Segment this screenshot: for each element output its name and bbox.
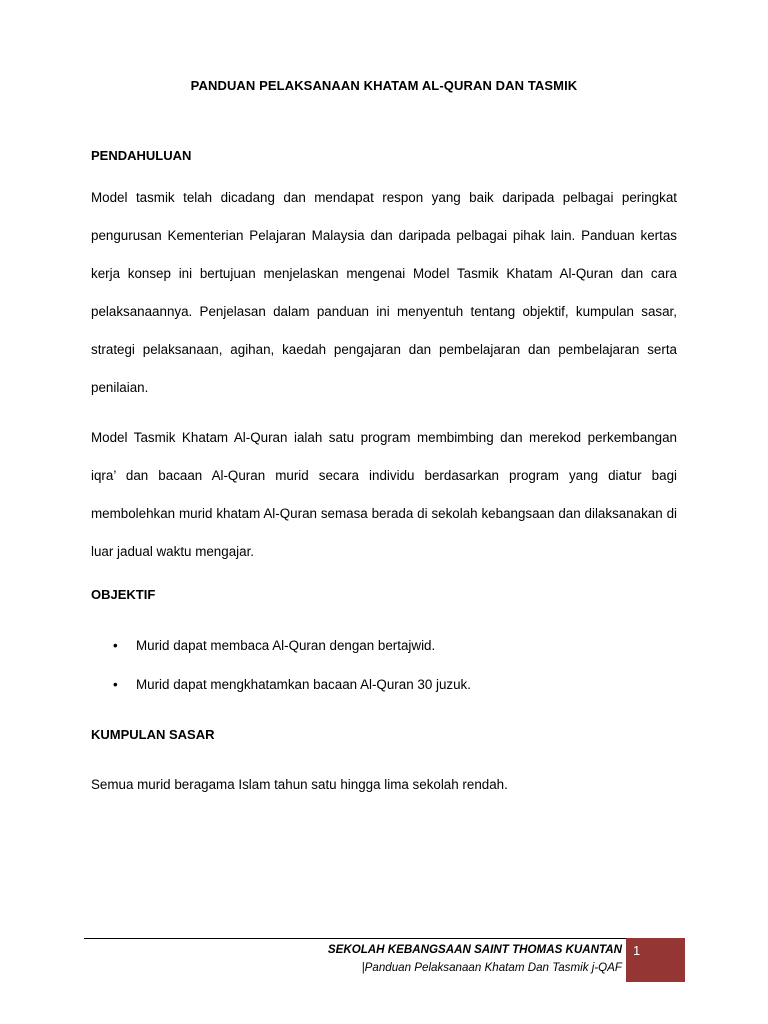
- section-heading-pendahuluan: PENDAHULUAN: [91, 148, 192, 163]
- footer-divider: [84, 938, 626, 939]
- objektif-list: [91, 636, 471, 714]
- objektif-item-text: Murid dapat membaca Al-Quran dengan bertajwid.: [136, 638, 436, 653]
- footer-document-title: |Panduan Pelaksanaan Khatam Dan Tasmik j-QAF: [361, 961, 622, 974]
- section-heading-kumpulan-sasar: KUMPULAN SASAR: [91, 727, 215, 742]
- bullet-icon: •: [113, 638, 118, 653]
- footer-school-name: SEKOLAH KEBANGSAAN SAINT THOMAS KUANTAN: [327, 943, 622, 956]
- paragraph-kumpulan-sasar: Semua murid beragama Islam tahun satu hingga lima sekolah rendah.: [91, 777, 508, 792]
- paragraph-pendahuluan-1: Model tasmik telah dicadang dan mendapat respon yang baik daripada pelbagai peringkat pengurusan Kementerian Pelajaran Malaysia dan daripada pelbagai pihak lain. Panduan kertas kerja konsep ini bertujuan menjelaskan mengenai Model Tasmik Khatam Al-Quran dan cara pelaksanaannya. Penjelasan dalam panduan ini menyentuh tentang objektif, kumpulan sasar, strategi pelaksanaan, agihan, kaedah pengajaran dan pembelajaran dan pembelajaran serta penilaian.: [91, 190, 677, 395]
- page-number: 1: [633, 943, 641, 958]
- page-number-badge: [626, 938, 685, 982]
- paragraph-pendahuluan-2: Model Tasmik Khatam Al-Quran ialah satu program membimbing dan merekod perkembangan iqra’ dan bacaan Al-Quran murid secara individu berdasarkan program yang diatur bagi membolehkan murid khatam Al-Quran semasa berada di sekolah kebangsaan dan dilaksanakan di luar jadual waktu mengajar.: [91, 430, 677, 559]
- objektif-list-item: [91, 675, 471, 714]
- section-heading-objektif: OBJEKTIF: [91, 587, 156, 602]
- objektif-list-item: [91, 636, 471, 675]
- bullet-icon: •: [113, 677, 118, 692]
- document-title: PANDUAN PELAKSANAAN KHATAM AL-QURAN DAN TASMIK: [190, 78, 578, 93]
- objektif-item-text: Murid dapat mengkhatamkan bacaan Al-Quran 30 juzuk.: [136, 677, 471, 692]
